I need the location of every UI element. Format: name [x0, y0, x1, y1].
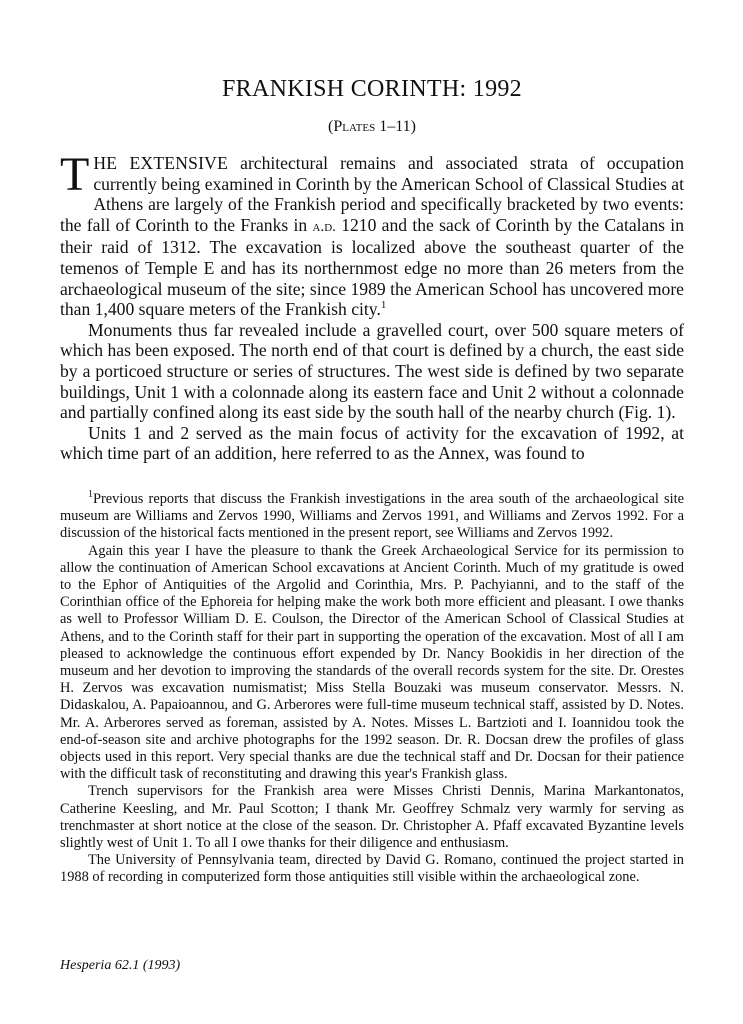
body-paragraph-1-text-b: 1210 and the sack of Corinth by the Catalans in their raid of 1312. The excavation is localized above the southeast quarter of the temenos of Temple E and has its northernmost edge no more than 26 meters from the archaeological museum of the site; since 1989 the American School has uncovered more than 1,400 square meters of the Frankish city. [60, 214, 684, 320]
footnote-paragraph-3: Trench supervisors for the Frankish area were Misses Christi Dennis, Marina Markantonatos, Catherine Keesling, and Mr. Paul Scotton; I thank Mr. Geoffrey Schmalz very warmly for serving as trenchmaster at short notice at the close of the season. Dr. Christopher A. Pfaff excavated Byzantine levels slightly west of Unit 1. To all I owe thanks for their diligence and enthusiasm. [60, 783, 684, 852]
footnote-1-text: Previous reports that discuss the Frankish investigations in the area south of the archaeological site museum are Williams and Zervos 1990, Williams and Zervos 1991, and Williams and Zervos 1992. For a discussion of the historical facts mentioned in the present report, see Williams and Zervos 1992. [60, 491, 684, 542]
body-paragraph-1-text-a: architectural remains and associated strata of occupation currently being examined in Corinth by the American School of Classical Studies at Athens are largely of the Frankish period and specifically bracketed by two events: the fall of Corinth to the Franks in [60, 153, 684, 235]
lead-in: HE EXTENSIVE [93, 153, 229, 173]
footnote-1-number: 1 [88, 489, 93, 501]
main-body [60, 148, 684, 464]
page [60, 0, 684, 1024]
footnote-1 [60, 491, 684, 543]
article-title: FRANKISH CORINTH: 1992 [222, 76, 522, 102]
body-paragraph-2: Monuments thus far revealed include a gravelled court, over 500 square meters of which has been exposed. The north end of that court is defined by a church, the east side by a porticoed structure or series of structures. The west side is defined by two separate buildings, Unit 1 with a colonnade along its eastern face and Unit 2 without a colonnade and partially confined along its east side by the south hall of the nearby church (Fig. 1). [60, 319, 684, 423]
footnote-paragraph-4: The University of Pennsylvania team, directed by David G. Romano, continued the project started in 1988 of recording in computerized form those antiquities still visible within the archaeological zone. [60, 852, 684, 886]
body-paragraph-3: Units 1 and 2 served as the main focus of activity for the excavation of 1992, at which time part of an addition, here referred to as the Annex, was found to [60, 422, 684, 464]
ad-abbreviation: a.d. [312, 218, 336, 235]
footnote-reference-1[interactable]: 1 [380, 299, 387, 312]
journal-citation: Hesperia 62.1 (1993) [60, 958, 181, 973]
footnotes [60, 491, 684, 887]
plates-subtitle: (Plates 1–11) [328, 118, 416, 135]
drop-cap: T [60, 148, 90, 201]
footnote-paragraph-2: Again this year I have the pleasure to thank the Greek Archaeological Service for its permission to allow the continuation of American School excavations at Ancient Corinth. Much of my gratitude is owed to the Ephor of Antiquities of the Argolid and Corinthia, Mrs. P. Pachyianni, and to the staff of the Corinthian office of the Ephoreia for helping make the work both more efficient and pleasant. I owe thanks as well to Professor William D. E. Coulson, the Director of the American School of Classical Studies at Athens, and to the Corinth staff for their part in supporting the operation of the excavation. Most of all I am pleased to acknowledge the continuous effort expended by Dr. Nancy Bookidis in her direction of the museum and her devotion to improving the standards of the overall records system for the site. Dr. Orestes H. Zervos was excavation numismatist; Miss Stella Bouzaki was museum conservator. Messrs. N. Didaskalou, A. Papaioannou, and G. Arberores were full-time museum technical staff, assisted by D. Notes. Mr. A. Arberores served as foreman, assisted by A. Notes. Misses L. Bartzioti and I. Ioannidou took the end-of-season site and archive photographs for the 1992 season. Dr. R. Docsan drew the profiles of glass objects used in this report. Very special thanks are due the technical staff and Dr. Docsan for their patience with the difficult task of reconstituting and drawing this year's Frankish glass. [60, 542, 684, 783]
body-paragraph-1 [60, 148, 684, 320]
